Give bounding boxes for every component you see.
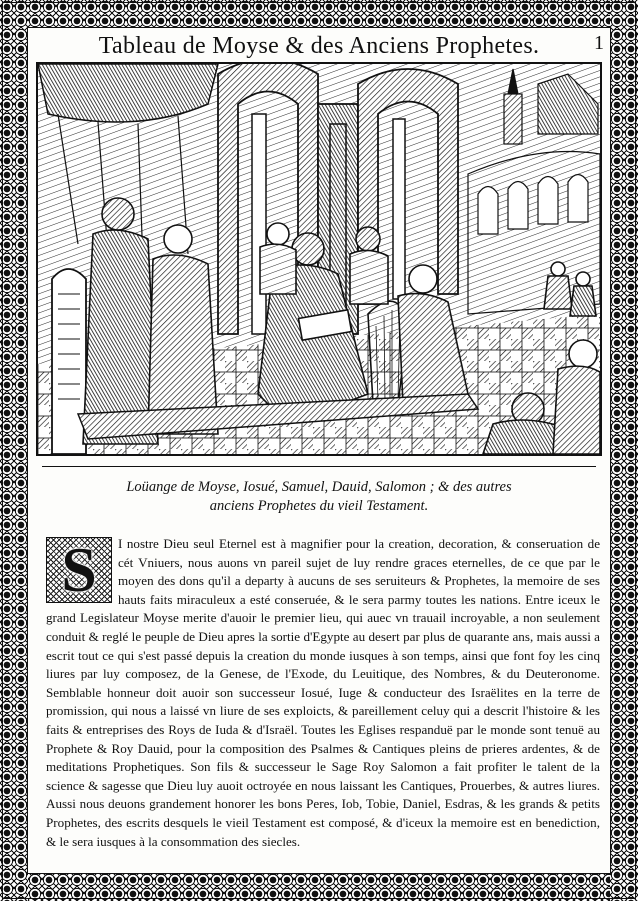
woodcut-scene [38, 64, 600, 454]
divider-rule [42, 466, 596, 467]
body-paragraph [46, 535, 600, 851]
body-text: I nostre Dieu seul Eternel est à magnifier pour la creation, decoration, & conseruation de cét Vniuers, nous auons vn pareil sujet de luy rendre graces eternelles, de ce que par le moyen des dons qu'il a departy à aucuns de ses seruiteurs & Prophetes, la memoire de ses hauts faits miraculeux a esté conseruée, & le sera parmy toutes les nations. Entre iceux le grand Legislateur Moyse merite d'auoir le premier lieu, qui auec vn trauail incroyable, a non seulement conduit & reglé le peuple de Dieu apres la sortie d'Egypte au desert par plus de quarante ans, mais aussi a escrit tout ce qui s'est passé depuis la creation du monde iusques à son temps, ainsi que font foy les cinq liures par luy composez, de la Genese, de l'Exode, du Leuitique, des Nombres, & du Deuteronome. Semblable honneur doit auoir son successeur Iosué, Iuge & conducteur des Israëlites en la terre de promission, qui nous a laissé vn liure de ses exploicts, & pareillement celuy qui a descrit l'histoire & les faits & entreprises des Roys de Iuda & d'Israël. Toutes les Eglises respanduë par le monde sont tenuë au Prophete & Roy Dauid, pour la composition des Psalmes & Cantiques pleins de prieres ardentes, & de meditations Prophetiques. Son fils & successeur le Sage Roy Salomon a fait profiter le talent de la science & sagesse que Dieu luy auoit octroyée en nous laissant les Cantiques, Prouerbes, & autres liures. Aussi nous deuons grandement honorer les bons Peres, Iob, Tobie, Daniel, Esdras, & les grands & petits Prophetes, des escrits desquels le vieil Testament est composé, & d'iceux la memoire est en benediction, & le sera iusques à la consommation des siecles. [46, 536, 600, 849]
page-number: 1 [594, 32, 604, 54]
initial-letter: S [61, 533, 97, 605]
caption-line-2: anciens Prophetes du vieil Testament. [209, 498, 429, 514]
page-header [30, 28, 608, 64]
caption-line-1: Loüange de Moyse, Iosué, Samuel, Dauid, Salomon ; & des autres [126, 479, 512, 495]
decorated-initial [46, 533, 112, 605]
page-title: Tableau de Moyse & des Anciens Prophetes. [98, 32, 540, 59]
illustration-caption [40, 478, 598, 516]
woodcut-illustration [36, 62, 602, 456]
